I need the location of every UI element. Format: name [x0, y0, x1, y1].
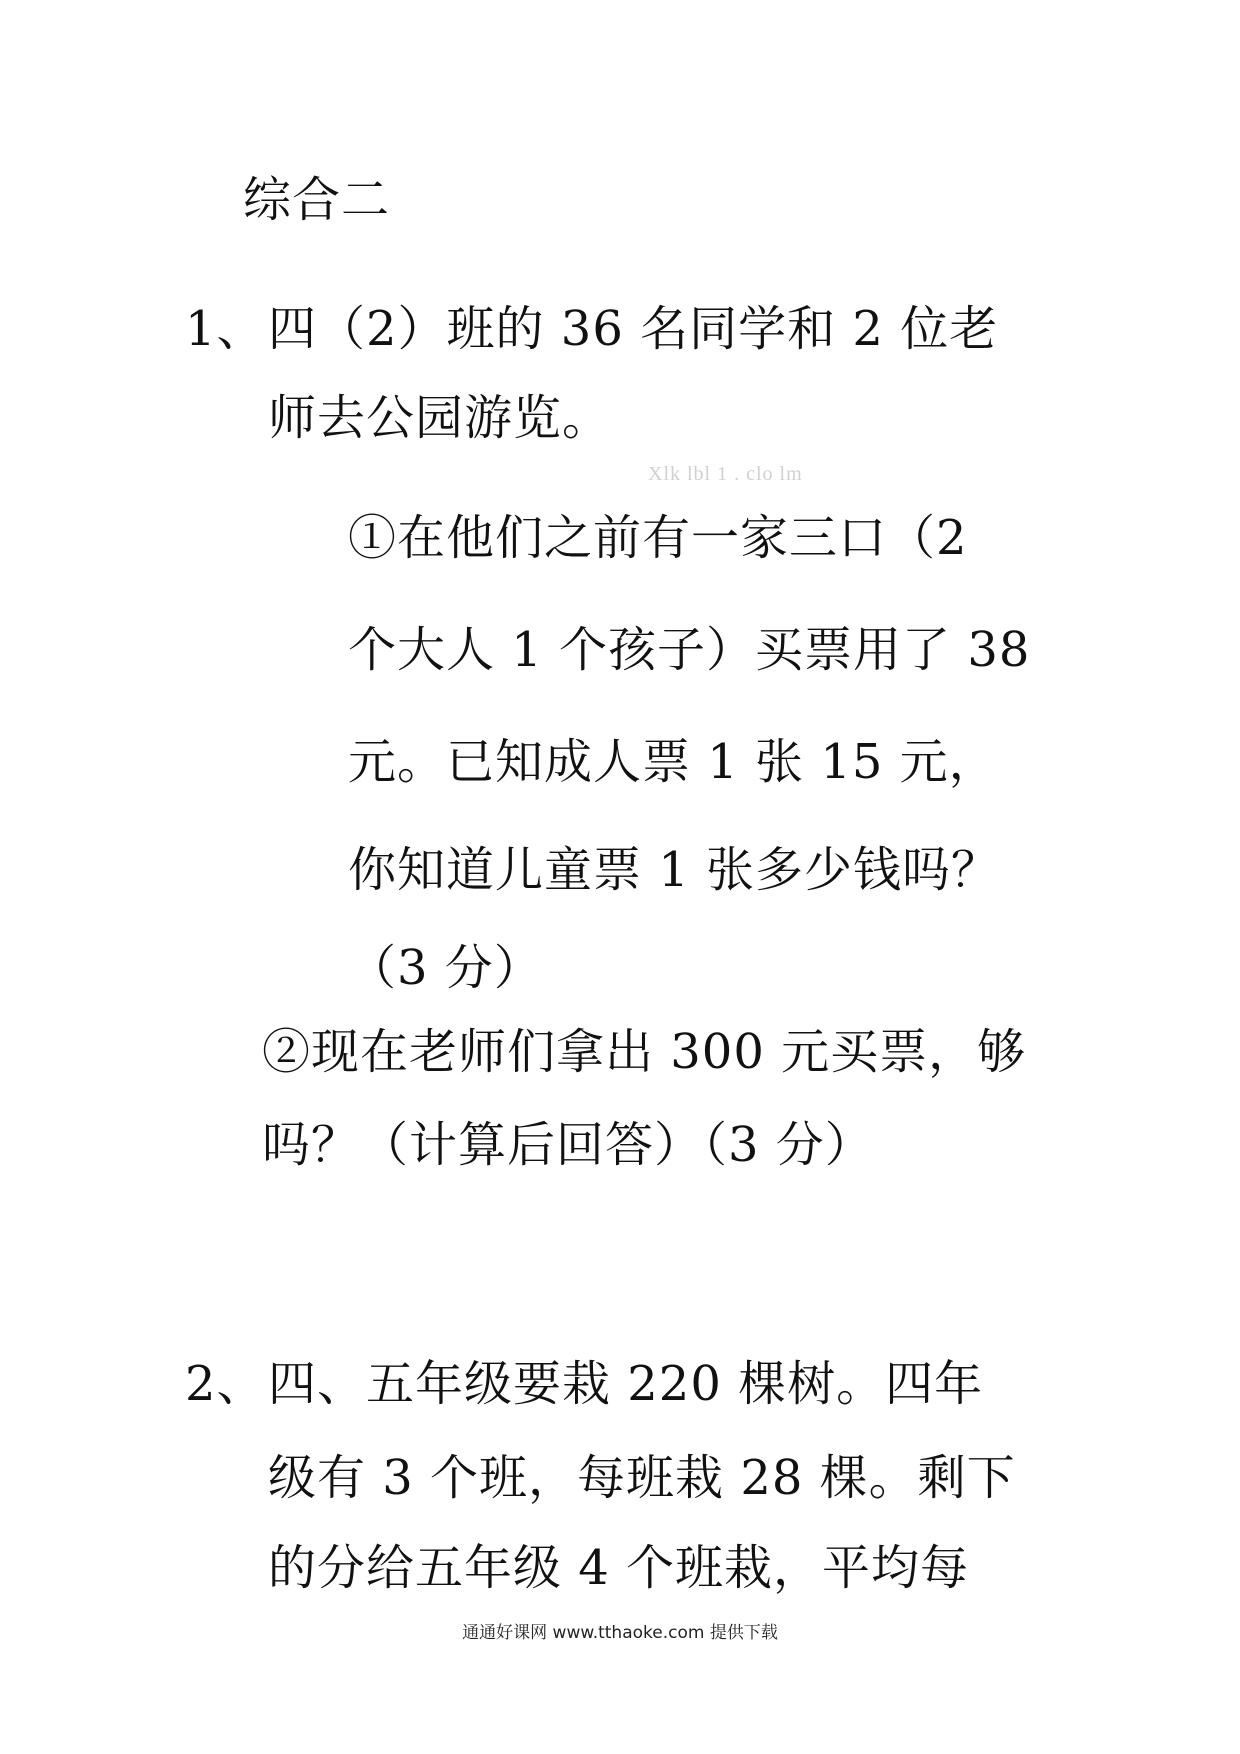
- page-title: 综合二: [243, 172, 391, 228]
- part-1-line-3: 元。已知成人票 1 张 15 元，: [348, 734, 998, 790]
- part-1-line-4: 你知道儿童票 1 张多少钱吗？: [348, 842, 1001, 898]
- part-2-line-2: 吗？（计算后回答）（3 分）: [262, 1117, 874, 1173]
- part-1-line-2: 个大人 1 个孩子）买票用了 38: [348, 622, 1031, 678]
- question-1-line-2: 师去公园游览。: [268, 390, 612, 446]
- part-1-score: （3 分）: [348, 940, 543, 996]
- footer-credit: 通通好课网 www.tthaoke.com 提供下载: [462, 1623, 778, 1643]
- part-2-line-1: ②现在老师们拿出 300 元买票，够: [262, 1024, 1027, 1080]
- question-2-line-3: 的分给五年级 4 个班栽，平均每: [268, 1540, 970, 1596]
- question-2-number: 2、: [185, 1356, 266, 1412]
- question-1-line-1: 四（2）班的 36 名同学和 2 位老: [268, 301, 999, 357]
- question-1-number: 1、: [185, 301, 266, 357]
- watermark-text: Xlk lbl 1 . clo lm: [648, 463, 803, 485]
- question-2-line-2: 级有 3 个班，每班栽 28 棵。剩下: [268, 1450, 1016, 1506]
- question-2-line-1: 四、五年级要栽 220 棵树。四年: [268, 1356, 984, 1412]
- part-1-line-1: ①在他们之前有一家三口（2: [348, 510, 968, 566]
